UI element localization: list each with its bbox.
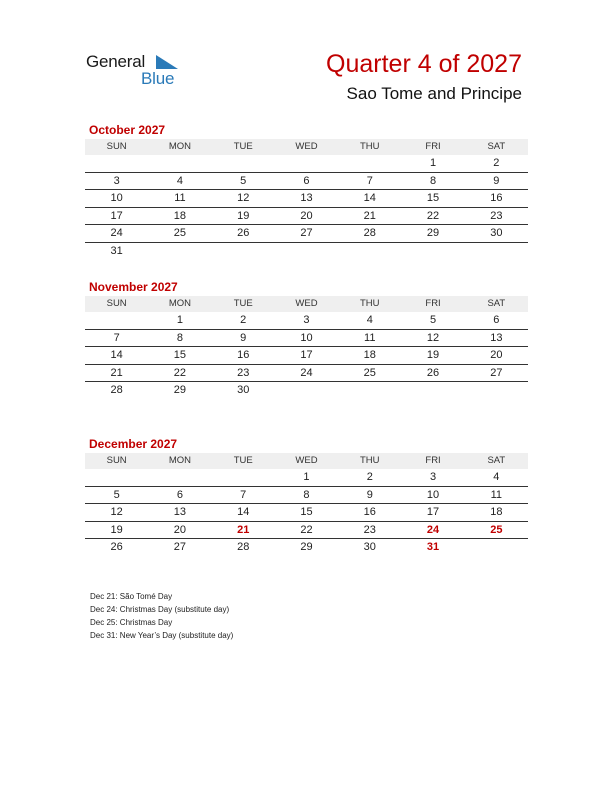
holiday-note: Dec 21: São Tomé Day bbox=[90, 592, 173, 601]
empty-day-cell bbox=[212, 155, 275, 172]
day-cell: 2 bbox=[366, 471, 373, 483]
day-cell: 9 bbox=[366, 488, 373, 501]
day-cell: 4 bbox=[366, 314, 373, 326]
weekday-header-row bbox=[85, 453, 528, 469]
month-october bbox=[85, 122, 528, 260]
empty-day-cell bbox=[212, 243, 275, 261]
empty-day-cell bbox=[85, 312, 148, 329]
weekday-header: THU bbox=[360, 141, 380, 152]
day-cell: 2 bbox=[240, 314, 247, 326]
holiday-day-cell: 24 bbox=[426, 523, 440, 536]
page-title: Quarter 4 of 2027 bbox=[326, 50, 522, 78]
day-cell: 20 bbox=[300, 209, 313, 222]
empty-day-cell bbox=[148, 469, 211, 486]
day-cell: 28 bbox=[363, 227, 376, 239]
day-cell: 19 bbox=[110, 523, 123, 536]
weekday-header-row bbox=[85, 296, 528, 312]
day-cell: 16 bbox=[237, 349, 250, 361]
day-cell: 28 bbox=[110, 384, 123, 396]
day-cell: 1 bbox=[429, 157, 437, 169]
weekday-header: MON bbox=[168, 141, 191, 152]
day-cell: 13 bbox=[173, 506, 187, 518]
empty-day-cell bbox=[275, 155, 338, 172]
day-cell: 18 bbox=[363, 349, 376, 361]
day-cell: 8 bbox=[176, 331, 183, 344]
holiday-day-cell: 31 bbox=[426, 541, 440, 553]
day-cell: 25 bbox=[363, 366, 376, 379]
empty-day-cell bbox=[212, 469, 275, 486]
empty-day-cell bbox=[148, 155, 211, 172]
day-cell: 22 bbox=[300, 523, 313, 536]
month-title: November 2027 bbox=[89, 280, 178, 294]
logo-general-text: General bbox=[86, 52, 146, 71]
month-november bbox=[85, 279, 528, 400]
weekday-header: WED bbox=[295, 141, 318, 152]
day-cell: 29 bbox=[300, 541, 313, 553]
day-cell: 27 bbox=[173, 541, 187, 553]
empty-day-cell bbox=[85, 469, 148, 486]
empty-day-cell bbox=[338, 382, 401, 400]
week-row bbox=[85, 539, 528, 557]
empty-day-cell bbox=[465, 382, 528, 400]
day-cell: 21 bbox=[110, 366, 123, 379]
day-cell: 8 bbox=[303, 488, 310, 501]
day-cell: 6 bbox=[493, 314, 500, 326]
day-cell: 24 bbox=[300, 366, 313, 379]
weekday-header: SUN bbox=[106, 455, 127, 466]
empty-day-cell bbox=[338, 155, 401, 172]
day-cell: 20 bbox=[173, 523, 187, 536]
empty-day-cell bbox=[275, 382, 338, 400]
weekday-header: SUN bbox=[106, 298, 127, 309]
day-cell: 11 bbox=[364, 331, 376, 344]
day-cell: 23 bbox=[237, 366, 250, 379]
day-cell: 12 bbox=[426, 331, 440, 344]
day-cell: 10 bbox=[300, 331, 313, 344]
day-cell: 9 bbox=[240, 331, 247, 344]
week-row bbox=[85, 469, 528, 487]
day-cell: 22 bbox=[173, 366, 187, 379]
day-cell: 2 bbox=[493, 157, 500, 169]
day-cell: 15 bbox=[300, 506, 313, 518]
day-cell: 5 bbox=[113, 488, 120, 501]
day-cell: 12 bbox=[110, 506, 123, 518]
weekday-header: SAT bbox=[487, 455, 506, 466]
day-cell: 7 bbox=[366, 174, 373, 187]
week-row bbox=[85, 155, 528, 173]
day-cell: 7 bbox=[240, 488, 247, 501]
empty-day-cell bbox=[148, 243, 211, 261]
month-title: December 2027 bbox=[89, 437, 178, 451]
logo-blue-text: Blue bbox=[141, 69, 175, 88]
day-cell: 14 bbox=[110, 349, 123, 361]
day-cell: 6 bbox=[176, 488, 183, 501]
week-row bbox=[85, 312, 528, 330]
day-cell: 3 bbox=[113, 174, 120, 187]
weekday-header: TUE bbox=[233, 141, 253, 152]
weekday-header: FRI bbox=[425, 141, 441, 152]
day-cell: 11 bbox=[490, 488, 503, 501]
day-cell: 10 bbox=[110, 192, 123, 204]
weekday-header: MON bbox=[168, 298, 191, 309]
weekday-header: FRI bbox=[425, 455, 441, 466]
week-row bbox=[85, 522, 528, 540]
empty-day-cell bbox=[465, 243, 528, 261]
day-cell: 30 bbox=[237, 384, 250, 396]
day-cell: 25 bbox=[173, 227, 187, 239]
day-cell: 14 bbox=[237, 506, 250, 518]
empty-day-cell bbox=[401, 382, 464, 400]
day-cell: 22 bbox=[426, 209, 440, 222]
week-row bbox=[85, 225, 528, 243]
day-cell: 26 bbox=[426, 366, 440, 379]
week-row bbox=[85, 487, 528, 505]
day-cell: 15 bbox=[173, 349, 187, 361]
day-cell: 15 bbox=[426, 192, 440, 204]
day-cell: 11 bbox=[174, 192, 186, 204]
week-row bbox=[85, 190, 528, 208]
day-cell: 26 bbox=[237, 227, 250, 239]
day-cell: 17 bbox=[110, 209, 123, 222]
day-cell: 14 bbox=[363, 192, 376, 204]
month-december bbox=[85, 436, 528, 557]
country-name: Sao Tome and Principe bbox=[346, 84, 522, 103]
day-cell: 7 bbox=[113, 331, 120, 344]
holiday-note: Dec 31: New Year’s Day (substitute day) bbox=[90, 631, 234, 640]
day-cell: 1 bbox=[303, 471, 310, 483]
day-cell: 23 bbox=[490, 209, 503, 222]
day-cell: 13 bbox=[490, 331, 503, 344]
week-row bbox=[85, 243, 528, 261]
weekday-header: MON bbox=[168, 455, 191, 466]
day-cell: 4 bbox=[176, 174, 183, 187]
empty-day-cell bbox=[275, 243, 338, 261]
weekday-header: TUE bbox=[233, 298, 253, 309]
day-cell: 19 bbox=[426, 349, 440, 361]
day-cell: 18 bbox=[173, 209, 187, 222]
month-title: October 2027 bbox=[89, 123, 166, 137]
week-row bbox=[85, 347, 528, 365]
weekday-header: TUE bbox=[233, 455, 253, 466]
day-cell: 9 bbox=[493, 174, 500, 187]
weekday-header: SAT bbox=[487, 141, 506, 152]
day-cell: 3 bbox=[303, 314, 310, 326]
day-cell: 30 bbox=[490, 227, 503, 239]
day-cell: 29 bbox=[426, 227, 440, 239]
day-cell: 19 bbox=[237, 209, 250, 222]
day-cell: 27 bbox=[490, 366, 503, 379]
day-cell: 6 bbox=[303, 174, 310, 187]
day-cell: 30 bbox=[363, 541, 376, 553]
weekday-header: SAT bbox=[487, 298, 506, 309]
day-cell: 4 bbox=[493, 471, 500, 483]
week-row bbox=[85, 382, 528, 400]
week-row bbox=[85, 208, 528, 226]
holiday-day-cell: 25 bbox=[490, 523, 503, 536]
logo bbox=[86, 52, 186, 92]
weekday-header: THU bbox=[360, 455, 380, 466]
day-cell: 28 bbox=[237, 541, 250, 553]
logo-flag-icon bbox=[156, 55, 178, 69]
week-row bbox=[85, 173, 528, 191]
day-cell: 1 bbox=[176, 314, 183, 326]
weekday-header: SUN bbox=[106, 141, 127, 152]
day-cell: 13 bbox=[300, 192, 313, 204]
day-cell: 17 bbox=[426, 506, 440, 518]
weekday-header: WED bbox=[295, 298, 318, 309]
day-cell: 3 bbox=[429, 471, 437, 483]
day-cell: 10 bbox=[426, 488, 440, 501]
day-cell: 17 bbox=[300, 349, 313, 361]
week-row bbox=[85, 330, 528, 348]
day-cell: 5 bbox=[240, 174, 247, 187]
day-cell: 12 bbox=[237, 192, 250, 204]
day-cell: 16 bbox=[363, 506, 376, 518]
day-cell: 18 bbox=[490, 506, 503, 518]
holiday-notes bbox=[90, 590, 233, 642]
weekday-header: THU bbox=[360, 298, 380, 309]
empty-day-cell bbox=[85, 155, 148, 172]
empty-day-cell bbox=[465, 539, 528, 557]
day-cell: 20 bbox=[490, 349, 503, 361]
day-cell: 23 bbox=[363, 523, 376, 536]
holiday-note: Dec 24: Christmas Day (substitute day) bbox=[90, 605, 230, 614]
week-row bbox=[85, 365, 528, 383]
day-cell: 21 bbox=[363, 209, 376, 222]
empty-day-cell bbox=[401, 243, 464, 261]
weekday-header: FRI bbox=[425, 298, 441, 309]
week-row bbox=[85, 504, 528, 522]
day-cell: 5 bbox=[429, 314, 437, 326]
holiday-note: Dec 25: Christmas Day bbox=[90, 618, 173, 627]
weekday-header-row bbox=[85, 139, 528, 155]
day-cell: 29 bbox=[173, 384, 187, 396]
day-cell: 16 bbox=[490, 192, 503, 204]
weekday-header: WED bbox=[295, 455, 318, 466]
day-cell: 26 bbox=[110, 541, 123, 553]
day-cell: 24 bbox=[110, 227, 123, 239]
day-cell: 31 bbox=[110, 244, 123, 257]
holiday-day-cell: 21 bbox=[237, 523, 250, 536]
day-cell: 8 bbox=[429, 174, 437, 187]
empty-day-cell bbox=[338, 243, 401, 261]
day-cell: 27 bbox=[300, 227, 313, 239]
